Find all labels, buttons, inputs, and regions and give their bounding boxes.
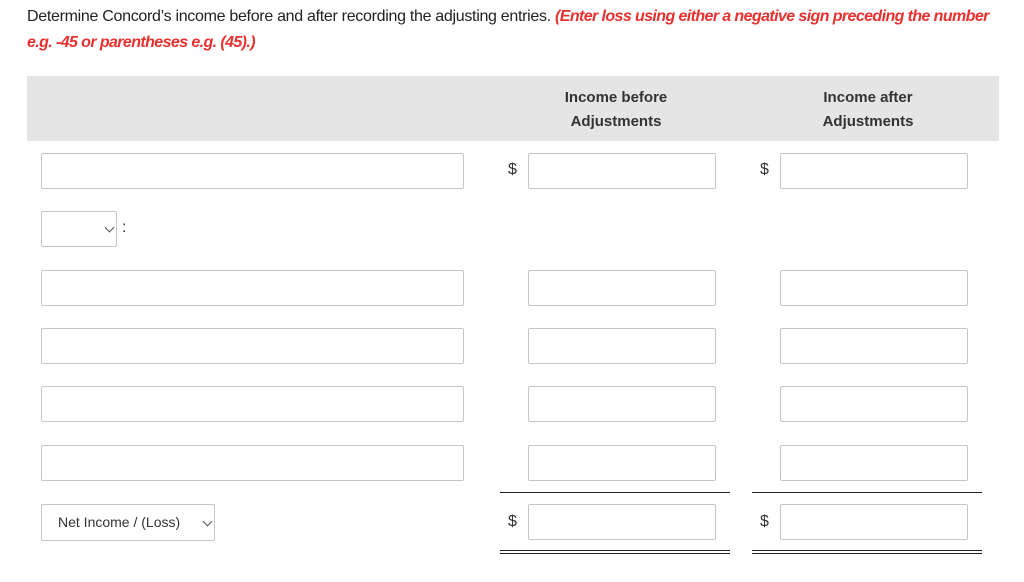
row4-label-input[interactable]	[41, 386, 464, 422]
row4-before-input[interactable]	[528, 386, 716, 422]
row3-after-input[interactable]	[780, 328, 968, 364]
row2-label-input[interactable]	[41, 270, 464, 306]
total-before-input[interactable]	[528, 504, 716, 540]
instructions	[27, 4, 1007, 56]
total-after-input[interactable]	[780, 504, 968, 540]
column-header-income-after	[778, 86, 958, 134]
row3-label-input[interactable]	[41, 328, 464, 364]
currency-symbol: $	[760, 513, 769, 530]
instructions-text: Determine Concord’s income before and after recording the adjusting entries.	[27, 8, 551, 25]
row3-before-input[interactable]	[528, 328, 716, 364]
net-income-select-value: Net Income / (Loss)	[58, 514, 181, 530]
row5-after-input[interactable]	[780, 445, 968, 481]
row2-after-input[interactable]	[780, 270, 968, 306]
colon: :	[122, 219, 127, 236]
instructions-emphasis: (Enter loss using either a negative sign preceding the number e.g. -45 or parentheses e.g. (45).)	[27, 8, 989, 51]
chevron-down-icon	[203, 517, 213, 527]
row1-after-input[interactable]	[780, 153, 968, 189]
row2-before-input[interactable]	[528, 270, 716, 306]
chevron-down-icon	[105, 223, 115, 233]
total-double-rule	[500, 550, 730, 554]
total-double-rule	[752, 550, 982, 554]
row5-label-input[interactable]	[41, 445, 464, 481]
column-header-income-after-line2: Adjustments	[822, 113, 914, 130]
subtotal-rule	[752, 492, 982, 493]
column-header-income-before-line2: Adjustments	[570, 113, 662, 130]
row1-label-input[interactable]	[41, 153, 464, 189]
subtotal-rule	[500, 492, 730, 493]
currency-symbol: $	[508, 513, 517, 530]
currency-symbol: $	[760, 161, 769, 178]
table-header	[27, 76, 999, 141]
row5-before-input[interactable]	[528, 445, 716, 481]
row1-before-input[interactable]	[528, 153, 716, 189]
subhead-select[interactable]	[41, 211, 117, 247]
column-header-income-before	[526, 86, 706, 134]
currency-symbol: $	[508, 161, 517, 178]
column-header-income-before-line1: Income before	[564, 89, 668, 106]
column-header-income-after-line1: Income after	[823, 89, 913, 106]
row4-after-input[interactable]	[780, 386, 968, 422]
net-income-select[interactable]	[41, 504, 215, 541]
